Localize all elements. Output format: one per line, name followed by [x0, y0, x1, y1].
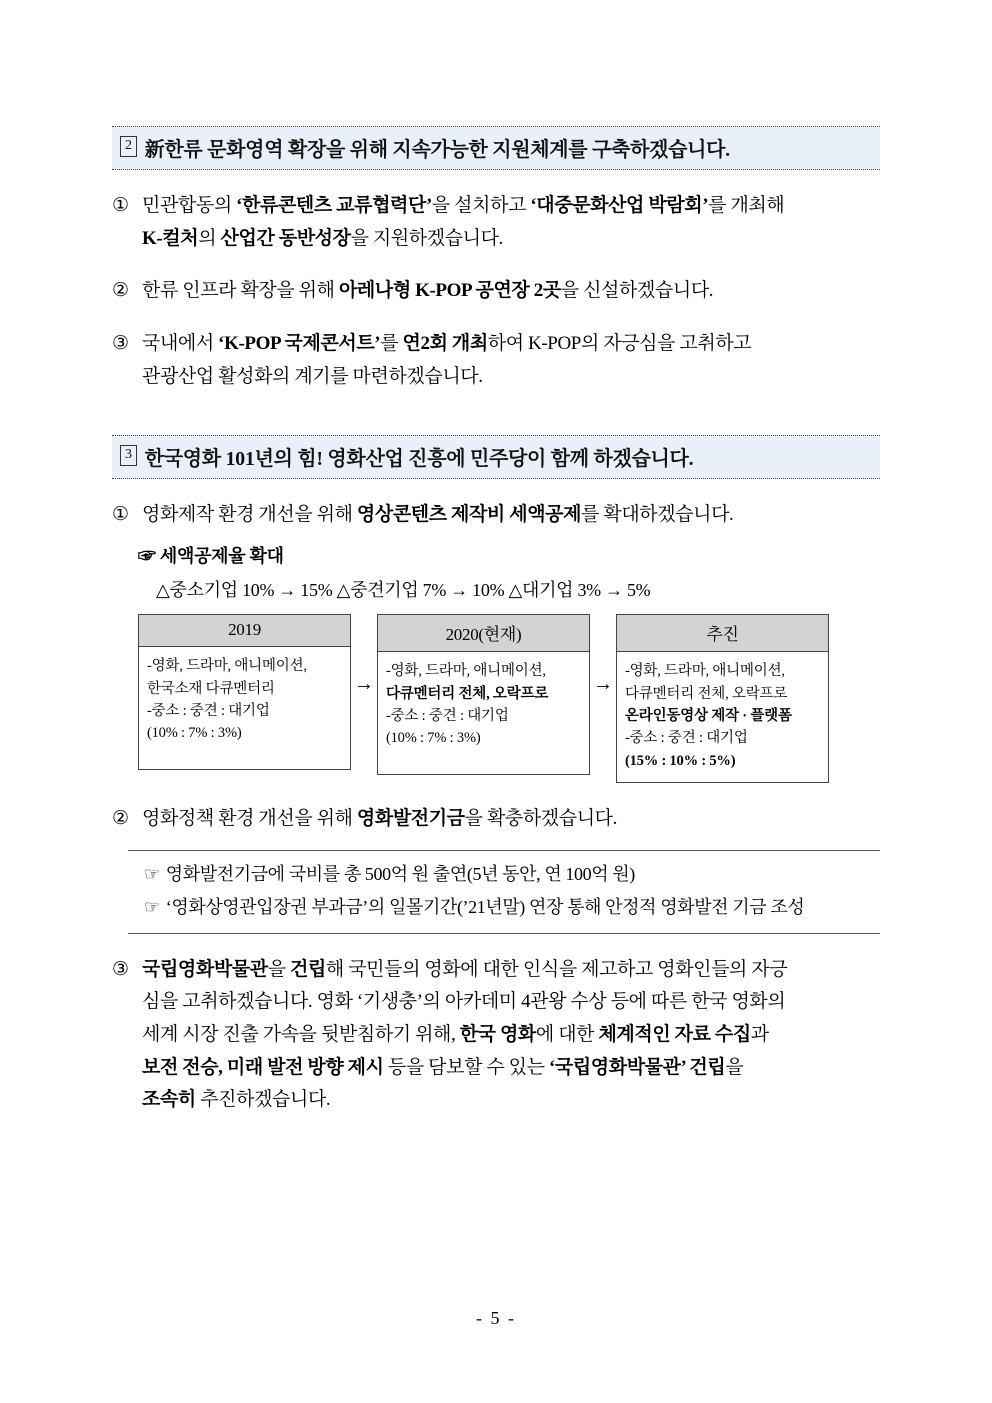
- item-marker: ①: [112, 195, 129, 216]
- section-heading-2: [112, 126, 880, 170]
- list-item: [112, 275, 880, 308]
- page-content: [112, 126, 880, 1117]
- text-run: 등을 담보할 수 있는: [383, 1056, 549, 1078]
- text-run-bold: 건립: [290, 958, 326, 980]
- flow-line: -영화, 드라마, 애니메이션,: [147, 658, 307, 675]
- item-body: [142, 954, 880, 1117]
- item-marker: ③: [112, 958, 129, 980]
- text-run: 영화정책 환경 개선을 위해: [142, 808, 357, 830]
- flow-box-header: 2019: [139, 615, 350, 647]
- text-run-bold: 체계적인 자료 수집: [598, 1023, 751, 1045]
- text-run: 을: [267, 958, 290, 980]
- text-run: 을 확충하겠습니다.: [464, 808, 617, 830]
- text-run-bold: 산업간 동반성장: [220, 227, 351, 249]
- text-run-bold: K-컬처: [142, 227, 199, 249]
- text-run-bold: 영상콘텐츠 제작비 세액공제: [356, 504, 582, 526]
- callout-text: 영화발전기금에 국비를 총 500억 원 출연(5년 동안, 연 100억 원): [165, 864, 635, 885]
- text-run-bold: 영화발전기금: [356, 808, 465, 830]
- item-marker: ③: [112, 333, 129, 355]
- text-run: 해 국민들의 영화에 대한 인식을 제고하고 영화인들의 자긍: [325, 958, 788, 980]
- text-run-bold: 한국 영화: [459, 1023, 536, 1045]
- section-heading-3-text: 한국영화 101년의 힘! 영화산업 진흥에 민주당이 함께 하겠습니다.: [144, 448, 694, 471]
- text-run: 심을 고취하겠습니다. 영화 ‘기생충’의 아카데미 4관왕 수상 등에 따른 한국 영화의: [142, 991, 786, 1013]
- text-run: 민관합동의: [142, 195, 237, 216]
- section-heading-2-text: 新한류 문화영역 확장을 위해 지속가능한 지원체계를 구축하겠습니다.: [144, 139, 730, 161]
- flow-line: -중소 : 중견 : 대기업: [625, 730, 748, 747]
- callout-row: [128, 891, 880, 924]
- flow-box-body: [139, 647, 350, 769]
- text-run: 을: [725, 1056, 744, 1078]
- pointing-hand-icon: ☞: [144, 864, 160, 885]
- text-run-bold: ‘K-POP 국제콘서트’: [218, 333, 381, 355]
- page-number: - 5 -: [476, 1308, 516, 1328]
- flow-line: (10% : 7% : 3%): [147, 725, 242, 742]
- text-run: 한류 인프라 확장을 위해: [142, 280, 339, 302]
- item-body: [142, 190, 880, 255]
- text-run: 하여 K-POP의 자긍심을 고취하고: [487, 333, 752, 355]
- text-run-bold: 아레나형 K-POP 공연장 2곳: [338, 280, 561, 302]
- flow-box-2020: [377, 614, 590, 775]
- section-number-2: 2: [120, 136, 137, 157]
- list-item: [112, 803, 880, 836]
- flow-box-header: 2020(현재): [378, 615, 589, 652]
- text-run: 를: [380, 333, 403, 355]
- tax-credit-flow-diagram: [138, 614, 880, 783]
- text-run-bold: 조속히: [142, 1089, 196, 1111]
- text-run: 을 설치하고: [431, 195, 531, 216]
- flow-line: 온라인동영상 제작 · 플랫폼: [625, 707, 792, 724]
- text-run: 을 신설하겠습니다.: [560, 280, 714, 302]
- list-item: [112, 954, 880, 1117]
- pointing-hand-icon: ☞: [144, 897, 160, 918]
- text-run-bold: 연2회 개최: [402, 333, 488, 355]
- text-run-bold: ‘한류콘텐츠 교류협력단’: [236, 195, 432, 216]
- flow-arrow-icon: →: [593, 672, 613, 695]
- item-body: [142, 803, 880, 836]
- flow-box-header: 추진: [617, 615, 828, 652]
- list-item: [112, 499, 880, 532]
- callout-row: [128, 858, 880, 891]
- text-run: 세계 시장 진출 가속을 뒷받침하기 위해,: [142, 1023, 460, 1045]
- text-run-bold: 국립영화박물관: [142, 958, 268, 980]
- text-run: 의: [198, 227, 221, 249]
- film-fund-callout-box: [128, 850, 880, 934]
- flow-line: -중소 : 중견 : 대기업: [147, 702, 270, 719]
- flow-line: 다큐멘터리 전체, 오락프로: [625, 685, 788, 702]
- list-item: [112, 328, 880, 393]
- section-heading-3: [112, 435, 880, 479]
- flow-line: -영화, 드라마, 애니메이션,: [386, 663, 546, 680]
- tax-credit-rates: △중소기업 10% → 15% △중견기업 7% → 10% △대기업 3% → 5%: [156, 580, 651, 601]
- flow-box-2019: [138, 614, 351, 770]
- text-run: 국내에서: [142, 333, 219, 355]
- flow-arrow-icon: →: [354, 672, 374, 695]
- flow-line: (15% : 10% : 5%): [625, 752, 736, 769]
- item-marker: ②: [112, 280, 129, 302]
- text-run: 과: [750, 1023, 769, 1045]
- callout-text: ‘영화상영관입장권 부과금’의 일몰기간(’21년말) 연장 통해 안정적 영화발전 기금 조성: [165, 897, 805, 918]
- item-marker: ②: [112, 808, 129, 830]
- text-run: 영화제작 환경 개선을 위해: [142, 504, 357, 526]
- text-run-bold: 보전 전승, 미래 발전 방향 제시: [142, 1056, 384, 1078]
- flow-line: (10% : 7% : 3%): [386, 730, 481, 747]
- flow-line: 한국소재 다큐멘터리: [147, 680, 275, 697]
- text-run: 추진하겠습니다.: [195, 1089, 331, 1111]
- flow-line: -중소 : 중견 : 대기업: [386, 707, 509, 724]
- flow-box-body: [617, 652, 828, 782]
- item-marker: ①: [112, 504, 129, 526]
- list-item: [112, 190, 880, 255]
- text-run: 관광산업 활성화의 계기를 마련하겠습니다.: [142, 365, 483, 387]
- text-run: 에 대한: [535, 1023, 599, 1045]
- item-body: [142, 275, 880, 308]
- text-run-bold: ‘국립영화박물관’ 건립: [548, 1056, 726, 1078]
- text-run: 를 개최해: [708, 195, 785, 216]
- sub-bullet-tax-credit: ☞ 세액공제율 확대: [138, 546, 284, 567]
- flow-line: -영화, 드라마, 애니메이션,: [625, 663, 785, 680]
- item-body: [142, 499, 880, 532]
- text-run: 를 확대하겠습니다.: [581, 504, 734, 526]
- flow-box-body: [378, 652, 589, 774]
- item-body: [142, 328, 880, 393]
- flow-line: 다큐멘터리 전체, 오락프로: [386, 685, 549, 702]
- text-run: 을 지원하겠습니다.: [350, 227, 503, 249]
- flow-box-plan: [616, 614, 829, 783]
- section-number-3: 3: [120, 445, 137, 466]
- text-run-bold: ‘대중문화산업 박람회’: [530, 195, 709, 216]
